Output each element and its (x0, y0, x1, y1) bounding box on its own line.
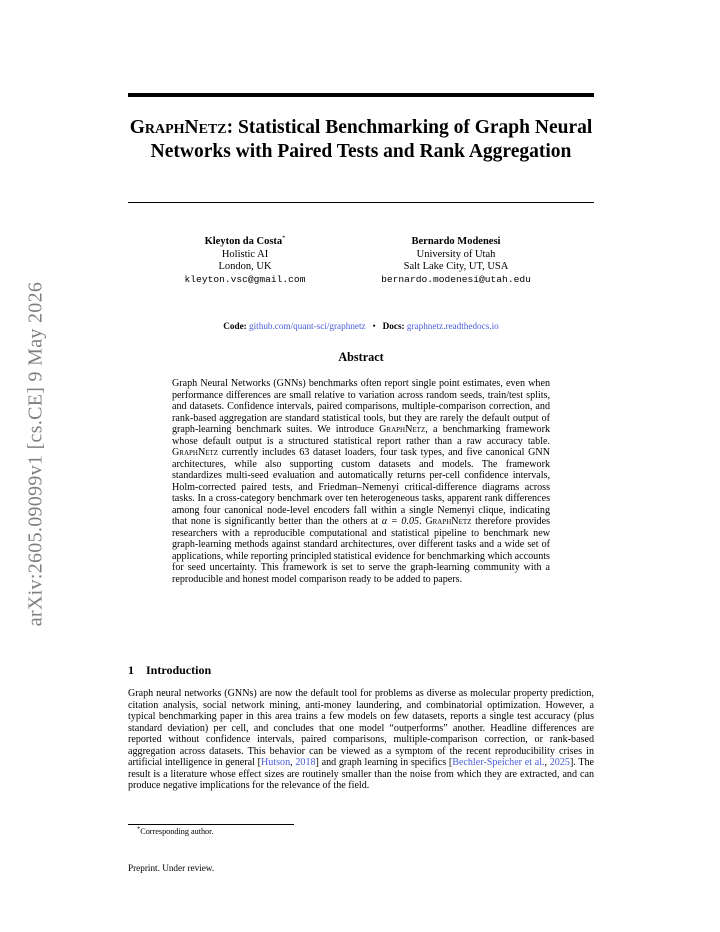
intro-text: , (290, 757, 296, 768)
title-top-rule (128, 93, 594, 97)
author-location: Salt Lake City, UT, USA (403, 261, 509, 272)
preprint-note: Preprint. Under review. (128, 863, 215, 873)
author-email[interactable]: kleyton.vsc@gmail.com (184, 273, 306, 285)
section-heading-introduction (128, 663, 211, 678)
footnote (137, 827, 213, 836)
significance-level: α = 0.05 (381, 516, 420, 527)
docs-link[interactable]: graphnetz.readthedocs.io (406, 321, 499, 331)
arxiv-stamp-text: arXiv:2605.09099v1 [cs.CE] 9 May 2026 (24, 281, 47, 627)
footnote-mark: * (137, 825, 141, 833)
abstract-text: Graph Neural Networks (GNNs) benchmarks often report single point estimates, even when performance differences are small relative to variation across random seeds, train/test splits, and datasets. Confidence intervals, paired comparisons, multiple-comparison correction, and rank-based aggregation are standard statistical tools, but they are rarely the default output of graph-learning benchmark suites. We introduce (172, 378, 550, 435)
intro-text: ] and graph learning in specifics [ (315, 757, 453, 768)
author-1 (145, 236, 345, 286)
author-affiliation: Holistic AI (221, 248, 269, 260)
intro-text: Graph neural networks (GNNs) are now the default tool for problems as diverse as molecular property prediction, citation analysis, social network mining, anti-money laundering, and combinatorial optimization. However, a typical benchmarking paper in this area trains a few models on few datasets, reports a single test accuracy (plus standard deviation) per cell, and concludes that one model “outperforms” another. Headline differences are reported without confidence intervals, paired comparisons, multiple-comparison correction, or rank-based aggregation across datasets. This behavior can be viewed as a symptom of the recent reproducibility crises in artificial intelligence in general [ (128, 688, 594, 768)
footnote-text: Corresponding author. (140, 827, 214, 836)
section-number: 1 (128, 663, 134, 677)
citation-year-link[interactable]: 2025 (549, 757, 570, 768)
title-framework-name: GraphNetz (129, 117, 227, 138)
abstract-heading: Abstract (338, 350, 384, 364)
introduction-body (128, 688, 594, 792)
code-label: Code: (223, 321, 247, 331)
abstract-text: . (419, 516, 426, 527)
section-title: Introduction (146, 663, 212, 677)
links-separator: • (372, 321, 376, 331)
title-text: : Statistical Benchmarking of Graph Neural Networks with Paired Tests and Rank Aggregation (150, 117, 593, 162)
abstract-text: therefore provides researchers with a reproducible computational and statistical pipeline to benchmark new graph-learning methods against standard architectures, over different tasks and a wide set of applications, while reporting principled statistical evidence for benchmarking which accounts for seed uncertainty. This framework is set to serve the graph-learning community with a reproducible and honest model comparison ready to be added to papers. (172, 516, 551, 585)
author-affiliation: University of Utah (416, 248, 496, 260)
docs-label: Docs: (382, 321, 405, 331)
framework-name: GraphNetz (425, 516, 472, 527)
citation-link[interactable]: Hutson (260, 757, 291, 768)
author-email[interactable]: bernardo.modenesi@utah.edu (381, 273, 531, 285)
intro-text: ]. The result is a literature whose effect sizes are routinely smaller than the noise from which they are extracted, and can produce negative implications for the relevance of the field. (128, 757, 595, 791)
corresponding-mark: * (282, 234, 286, 242)
abstract-text: , a benchmarking framework whose default output is a structured statistical report rather than a raw accuracy table. (172, 424, 550, 447)
abstract-text: currently includes 63 dataset loaders, four task types, and five canonical GNN architectures, while also supporting custom datasets and models. The framework standardizes multi-seed evaluation and automatically returns per-cell confidence intervals, Holm-corrected paired tests, and Friedman–Nemenyi critical-difference diagrams across tasks. In a cross-category benchmark over ten heterogeneous tasks, apparent rank differences among four canonical node-level encoders fall within a single Nemenyi clique, indicating that none is significantly better than the others at (172, 447, 550, 527)
author-name: Kleyton da Costa (204, 236, 283, 247)
paper-title (128, 116, 594, 164)
author-name: Bernardo Modenesi (411, 236, 501, 247)
author-location: London, UK (218, 261, 272, 272)
title-bottom-rule (128, 202, 594, 203)
citation-link[interactable]: Bechler-Speicher et al. (452, 757, 545, 768)
intro-text: , (544, 757, 550, 768)
author-2 (356, 236, 556, 286)
framework-name: GraphNetz (379, 424, 426, 435)
code-link[interactable]: github.com/quant-sci/graphnetz (249, 321, 366, 331)
abstract-body (172, 378, 550, 585)
citation-year-link[interactable]: 2018 (295, 757, 316, 768)
links-line (128, 321, 594, 331)
framework-name: GraphNetz (172, 447, 219, 458)
footnote-rule (128, 824, 294, 825)
